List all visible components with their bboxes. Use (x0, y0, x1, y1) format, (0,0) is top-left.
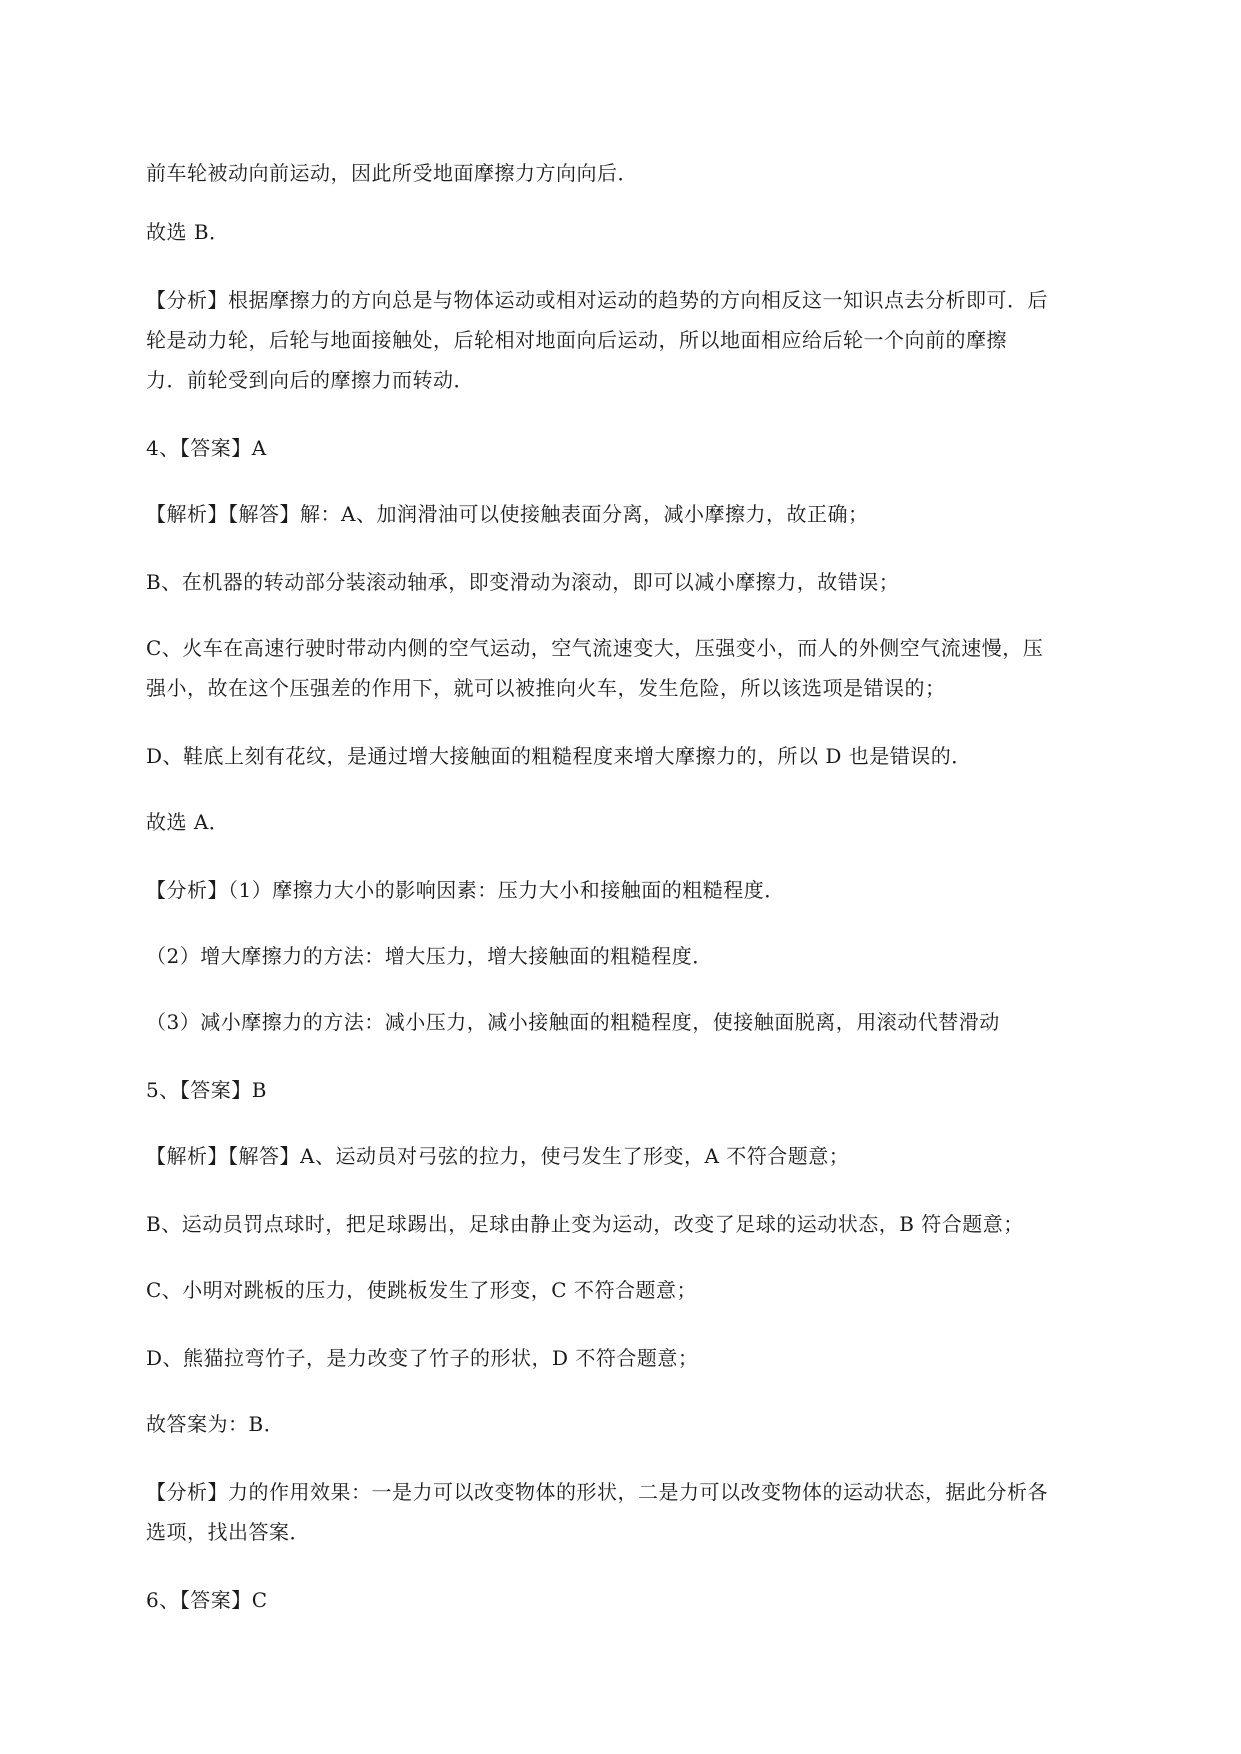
text-line: 4、【答案】A (146, 436, 267, 460)
text-line: C、火车在高速行驶时带动内侧的空气运动，空气流速变大，压强变小，而人的外侧空气流速慢，压 (146, 636, 1044, 660)
text-line: 【分析】（1）摩擦力大小的影响因素：压力大小和接触面的粗糙程度． (146, 878, 785, 902)
text-line: 6、【答案】C (146, 1588, 268, 1612)
text-line: 故答案为：B． (146, 1412, 285, 1436)
text-line: D、鞋底上刻有花纹，是通过增大接触面的粗糙程度来增大摩擦力的，所以 D 也是错误的． (146, 744, 972, 768)
text-line: 【解析】【解答】A、运动员对弓弦的拉力，使弓发生了形变，A 不符合题意； (146, 1144, 850, 1168)
text-line: 【解析】【解答】解：A、加润滑油可以使接触表面分离，减小摩擦力，故正确； (146, 502, 869, 526)
text-line: （3）减小摩擦力的方法：减小压力，减小接触面的粗糙程度，使接触面脱离，用滚动代替滑动 (146, 1010, 1000, 1034)
text-line: B、运动员罚点球时，把足球踢出，足球由静止变为运动，改变了足球的运动状态，B 符合题意； (146, 1212, 1024, 1236)
text-line: B、在机器的转动部分装滚动轴承，即变滑动为滚动，即可以减小摩擦力，故错误； (146, 570, 900, 594)
text-line: 强小，故在这个压强差的作用下，就可以被推向火车，发生危险，所以该选项是错误的； (146, 676, 946, 700)
text-line: 轮是动力轮，后轮与地面接触处，后轮相对地面向后运动，所以地面相应给后轮一个向前的摩擦 (146, 328, 1007, 352)
text-line: （2）增大摩擦力的方法：增大压力，增大接触面的粗糙程度． (146, 944, 713, 968)
text-line: 5、【答案】B (146, 1078, 267, 1102)
text-line: C、小明对跳板的压力，使跳板发生了形变，C 不符合题意； (146, 1278, 697, 1302)
text-line: 【分析】根据摩擦力的方向总是与物体运动或相对运动的趋势的方向相反这一知识点去分析即可．后 (146, 288, 1048, 312)
text-line: 前车轮被动向前运动，因此所受地面摩擦力方向向后． (146, 161, 638, 185)
text-line: 故选 B． (146, 220, 230, 244)
text-line: 力．前轮受到向后的摩擦力而转动． (146, 368, 474, 392)
text-line: 【分析】力的作用效果：一是力可以改变物体的形状，二是力可以改变物体的运动状态，据此分析各 (146, 1480, 1048, 1504)
text-line: D、熊猫拉弯竹子，是力改变了竹子的形状，D 不符合题意； (146, 1346, 699, 1370)
text-line: 故选 A． (146, 810, 230, 834)
text-line: 选项，找出答案． (146, 1520, 310, 1544)
